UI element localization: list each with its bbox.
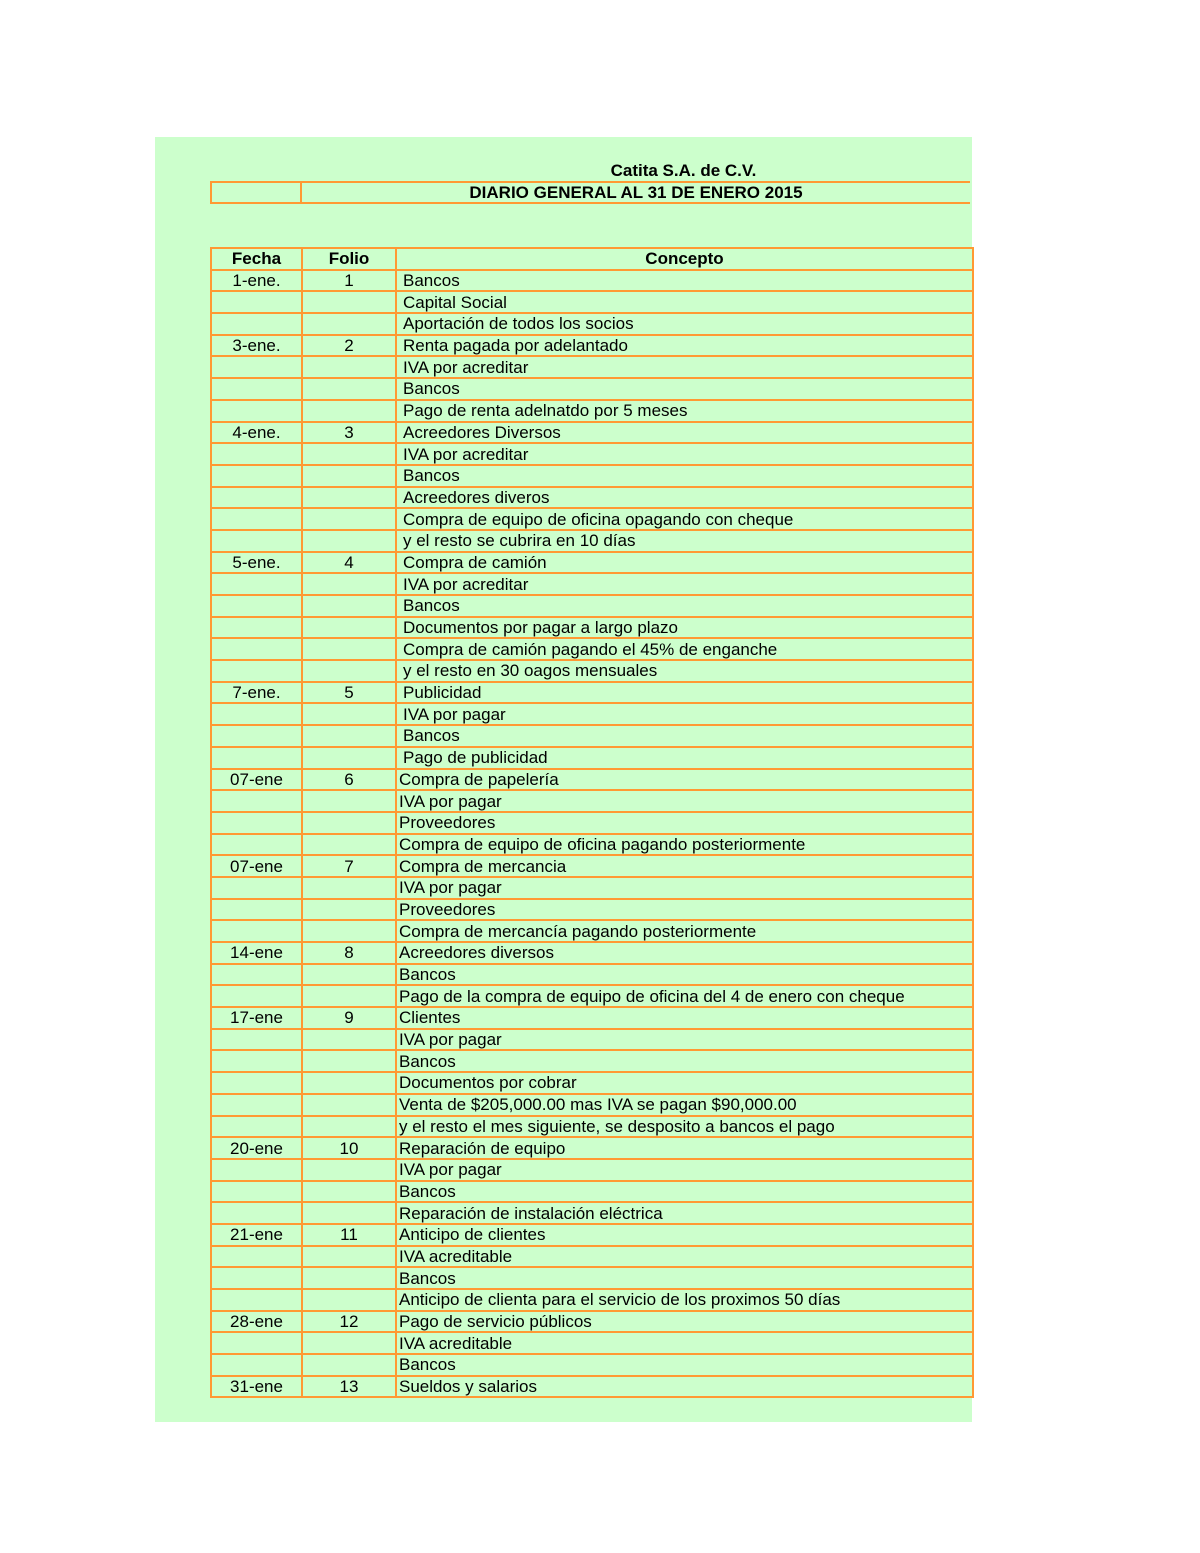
cell-fecha[interactable]: 17-ene bbox=[211, 1007, 302, 1029]
table-row bbox=[211, 378, 973, 400]
cell-concepto[interactable]: Acreedores Diversos bbox=[396, 422, 973, 444]
cell-concepto[interactable]: Bancos bbox=[396, 270, 973, 292]
cell-fecha[interactable] bbox=[211, 530, 302, 552]
cell-concepto[interactable]: Bancos bbox=[396, 1267, 973, 1289]
cell-folio[interactable]: 13 bbox=[302, 1376, 396, 1398]
cell-concepto[interactable]: Compra de equipo de oficina pagando posteriormente bbox=[396, 834, 973, 856]
cell-folio[interactable]: 5 bbox=[302, 682, 396, 704]
cell-concepto[interactable]: Anticipo de clientes bbox=[396, 1224, 973, 1246]
cell-folio[interactable] bbox=[302, 1029, 396, 1051]
title-blank-cell bbox=[211, 182, 301, 203]
table-row bbox=[211, 1181, 973, 1203]
cell-fecha[interactable] bbox=[211, 378, 302, 400]
table-row bbox=[211, 1029, 973, 1051]
table-row bbox=[211, 443, 973, 465]
cell-folio[interactable] bbox=[302, 725, 396, 747]
cell-concepto[interactable]: Acreedores diveros bbox=[396, 487, 973, 509]
cell-folio[interactable] bbox=[302, 378, 396, 400]
document-title: DIARIO GENERAL AL 31 DE ENERO 2015 bbox=[301, 182, 970, 203]
cell-fecha[interactable]: 1-ene. bbox=[211, 270, 302, 292]
cell-folio[interactable]: 1 bbox=[302, 270, 396, 292]
table-row bbox=[211, 638, 973, 660]
cell-concepto[interactable]: Pago de publicidad bbox=[396, 747, 973, 769]
cell-fecha[interactable] bbox=[211, 1050, 302, 1072]
cell-folio[interactable] bbox=[302, 595, 396, 617]
cell-concepto[interactable]: Pago de servicio públicos bbox=[396, 1311, 973, 1333]
table-row bbox=[211, 291, 973, 313]
cell-fecha[interactable] bbox=[211, 400, 302, 422]
cell-folio[interactable] bbox=[302, 920, 396, 942]
cell-folio[interactable]: 12 bbox=[302, 1311, 396, 1333]
cell-folio[interactable] bbox=[302, 1246, 396, 1268]
cell-fecha[interactable] bbox=[211, 1246, 302, 1268]
table-row bbox=[211, 487, 973, 509]
cell-concepto[interactable]: Pago de la compra de equipo de oficina del 4 de enero con cheque bbox=[396, 985, 973, 1007]
cell-folio[interactable] bbox=[302, 747, 396, 769]
table-row bbox=[211, 899, 973, 921]
cell-concepto[interactable]: Proveedores bbox=[396, 812, 973, 834]
table-row bbox=[211, 1116, 973, 1138]
cell-fecha[interactable] bbox=[211, 1029, 302, 1051]
cell-concepto[interactable]: Proveedores bbox=[396, 899, 973, 921]
cell-fecha[interactable] bbox=[211, 487, 302, 509]
cell-concepto[interactable]: Reparación de equipo bbox=[396, 1137, 973, 1159]
table-row bbox=[211, 1376, 973, 1398]
cell-fecha[interactable]: 21-ene bbox=[211, 1224, 302, 1246]
cell-fecha[interactable] bbox=[211, 1159, 302, 1181]
table-row bbox=[211, 552, 973, 574]
cell-fecha[interactable]: 31-ene bbox=[211, 1376, 302, 1398]
table-row bbox=[211, 508, 973, 530]
cell-concepto[interactable]: Bancos bbox=[396, 465, 973, 487]
cell-folio[interactable]: 8 bbox=[302, 942, 396, 964]
cell-folio[interactable]: 10 bbox=[302, 1137, 396, 1159]
cell-fecha[interactable] bbox=[211, 1354, 302, 1376]
cell-concepto[interactable]: Reparación de instalación eléctrica bbox=[396, 1202, 973, 1224]
table-row bbox=[211, 1137, 973, 1159]
cell-concepto[interactable]: IVA por pagar bbox=[396, 703, 973, 725]
cell-concepto[interactable]: IVA por pagar bbox=[396, 1159, 973, 1181]
cell-concepto[interactable]: IVA por pagar bbox=[396, 790, 973, 812]
table-row bbox=[211, 573, 973, 595]
cell-concepto[interactable]: IVA por acreditar bbox=[396, 573, 973, 595]
cell-concepto[interactable]: IVA por acreditar bbox=[396, 356, 973, 378]
cell-fecha[interactable] bbox=[211, 313, 302, 335]
cell-fecha[interactable] bbox=[211, 747, 302, 769]
cell-folio[interactable] bbox=[302, 1094, 396, 1116]
cell-concepto[interactable]: Aportación de todos los socios bbox=[396, 313, 973, 335]
table-row bbox=[211, 682, 973, 704]
cell-fecha[interactable]: 4-ene. bbox=[211, 422, 302, 444]
table-row bbox=[211, 1072, 973, 1094]
table-row bbox=[211, 769, 973, 791]
cell-folio[interactable]: 7 bbox=[302, 855, 396, 877]
cell-fecha[interactable] bbox=[211, 573, 302, 595]
table-row bbox=[211, 877, 973, 899]
cell-fecha[interactable] bbox=[211, 443, 302, 465]
cell-fecha[interactable]: 07-ene bbox=[211, 769, 302, 791]
cell-folio[interactable] bbox=[302, 834, 396, 856]
table-row bbox=[211, 660, 973, 682]
cell-folio[interactable] bbox=[302, 291, 396, 313]
cell-concepto[interactable]: IVA por pagar bbox=[396, 877, 973, 899]
cell-fecha[interactable] bbox=[211, 638, 302, 660]
table-row bbox=[211, 1289, 973, 1311]
cell-fecha[interactable]: 07-ene bbox=[211, 855, 302, 877]
cell-fecha[interactable] bbox=[211, 1332, 302, 1354]
cell-concepto[interactable]: Anticipo de clienta para el servicio de los proximos 50 días bbox=[396, 1289, 973, 1311]
cell-folio[interactable]: 3 bbox=[302, 422, 396, 444]
cell-folio[interactable] bbox=[302, 877, 396, 899]
table-row bbox=[211, 812, 973, 834]
cell-fecha[interactable] bbox=[211, 1181, 302, 1203]
cell-folio[interactable] bbox=[302, 1202, 396, 1224]
table-row bbox=[211, 465, 973, 487]
cell-concepto[interactable]: Capital Social bbox=[396, 291, 973, 313]
table-row bbox=[211, 725, 973, 747]
cell-fecha[interactable] bbox=[211, 725, 302, 747]
cell-fecha[interactable] bbox=[211, 920, 302, 942]
table-row bbox=[211, 617, 973, 639]
cell-concepto[interactable]: Compra de equipo de oficina opagando con cheque bbox=[396, 508, 973, 530]
cell-folio[interactable]: 2 bbox=[302, 335, 396, 357]
cell-folio[interactable] bbox=[302, 465, 396, 487]
cell-folio[interactable] bbox=[302, 573, 396, 595]
cell-folio[interactable] bbox=[302, 638, 396, 660]
cell-concepto[interactable]: Publicidad bbox=[396, 682, 973, 704]
cell-fecha[interactable] bbox=[211, 899, 302, 921]
cell-fecha[interactable]: 7-ene. bbox=[211, 682, 302, 704]
table-row bbox=[211, 1354, 973, 1376]
cell-folio[interactable] bbox=[302, 508, 396, 530]
cell-concepto[interactable]: IVA por acreditar bbox=[396, 443, 973, 465]
cell-fecha[interactable] bbox=[211, 617, 302, 639]
cell-concepto[interactable]: Documentos por pagar a largo plazo bbox=[396, 617, 973, 639]
table-row bbox=[211, 595, 973, 617]
table-row bbox=[211, 1007, 973, 1029]
table-row bbox=[211, 530, 973, 552]
cell-fecha[interactable] bbox=[211, 508, 302, 530]
table-row bbox=[211, 1094, 973, 1116]
cell-concepto[interactable]: Renta pagada por adelantado bbox=[396, 335, 973, 357]
cell-folio[interactable]: 4 bbox=[302, 552, 396, 574]
cell-fecha[interactable] bbox=[211, 703, 302, 725]
cell-concepto[interactable]: Compra de camión pagando el 45% de enganche bbox=[396, 638, 973, 660]
cell-folio[interactable] bbox=[302, 964, 396, 986]
cell-concepto[interactable]: IVA acreditable bbox=[396, 1332, 973, 1354]
cell-folio[interactable] bbox=[302, 985, 396, 1007]
cell-fecha[interactable] bbox=[211, 660, 302, 682]
cell-fecha[interactable] bbox=[211, 595, 302, 617]
table-row bbox=[211, 400, 973, 422]
cell-concepto[interactable]: Bancos bbox=[396, 595, 973, 617]
table-row bbox=[211, 1311, 973, 1333]
cell-fecha[interactable] bbox=[211, 291, 302, 313]
column-header-folio: Folio bbox=[302, 248, 396, 270]
cell-fecha[interactable] bbox=[211, 1116, 302, 1138]
cell-folio[interactable] bbox=[302, 400, 396, 422]
cell-concepto[interactable]: Documentos por cobrar bbox=[396, 1072, 973, 1094]
cell-folio[interactable] bbox=[302, 530, 396, 552]
cell-folio[interactable] bbox=[302, 1332, 396, 1354]
table-row bbox=[211, 270, 973, 292]
cell-concepto[interactable]: Compra de mercancia bbox=[396, 855, 973, 877]
cell-concepto[interactable]: Compra de mercancía pagando posteriormente bbox=[396, 920, 973, 942]
table-row bbox=[211, 1202, 973, 1224]
cell-folio[interactable] bbox=[302, 487, 396, 509]
cell-concepto[interactable]: Pago de renta adelnatdo por 5 meses bbox=[396, 400, 973, 422]
cell-concepto[interactable]: IVA acreditable bbox=[396, 1246, 973, 1268]
table-row bbox=[211, 422, 973, 444]
journal-header-row bbox=[211, 248, 973, 270]
cell-folio[interactable] bbox=[302, 812, 396, 834]
column-header-concepto: Concepto bbox=[396, 248, 973, 270]
cell-concepto[interactable]: Bancos bbox=[396, 964, 973, 986]
cell-folio[interactable]: 6 bbox=[302, 769, 396, 791]
table-row bbox=[211, 747, 973, 769]
cell-folio[interactable]: 11 bbox=[302, 1224, 396, 1246]
cell-concepto[interactable]: Compra de camión bbox=[396, 552, 973, 574]
cell-folio[interactable] bbox=[302, 660, 396, 682]
cell-fecha[interactable] bbox=[211, 1267, 302, 1289]
cell-fecha[interactable]: 20-ene bbox=[211, 1137, 302, 1159]
cell-folio[interactable] bbox=[302, 899, 396, 921]
cell-folio[interactable] bbox=[302, 356, 396, 378]
cell-folio[interactable] bbox=[302, 1159, 396, 1181]
journal-table bbox=[210, 247, 974, 1398]
cell-fecha[interactable]: 14-ene bbox=[211, 942, 302, 964]
table-row bbox=[211, 920, 973, 942]
cell-folio[interactable] bbox=[302, 617, 396, 639]
table-row bbox=[211, 335, 973, 357]
cell-fecha[interactable] bbox=[211, 1072, 302, 1094]
cell-fecha[interactable] bbox=[211, 465, 302, 487]
cell-folio[interactable] bbox=[302, 790, 396, 812]
cell-concepto[interactable]: IVA por pagar bbox=[396, 1029, 973, 1051]
cell-folio[interactable] bbox=[302, 1181, 396, 1203]
column-header-fecha: Fecha bbox=[211, 248, 302, 270]
cell-fecha[interactable]: 5-ene. bbox=[211, 552, 302, 574]
cell-folio[interactable] bbox=[302, 1050, 396, 1072]
cell-concepto[interactable]: Bancos bbox=[396, 1354, 973, 1376]
cell-concepto[interactable]: Bancos bbox=[396, 1050, 973, 1072]
table-row bbox=[211, 985, 973, 1007]
cell-fecha[interactable] bbox=[211, 985, 302, 1007]
table-row bbox=[211, 790, 973, 812]
cell-fecha[interactable]: 28-ene bbox=[211, 1311, 302, 1333]
table-row bbox=[211, 1332, 973, 1354]
cell-fecha[interactable] bbox=[211, 1202, 302, 1224]
table-row bbox=[211, 1246, 973, 1268]
cell-folio[interactable] bbox=[302, 443, 396, 465]
cell-fecha[interactable] bbox=[211, 964, 302, 986]
table-row bbox=[211, 1159, 973, 1181]
table-row bbox=[211, 313, 973, 335]
table-row bbox=[211, 964, 973, 986]
journal-body bbox=[211, 270, 973, 1398]
cell-concepto[interactable]: Acreedores diversos bbox=[396, 942, 973, 964]
cell-folio[interactable] bbox=[302, 1354, 396, 1376]
table-row bbox=[211, 703, 973, 725]
cell-folio[interactable]: 9 bbox=[302, 1007, 396, 1029]
cell-concepto[interactable]: Bancos bbox=[396, 1181, 973, 1203]
cell-folio[interactable] bbox=[302, 313, 396, 335]
cell-fecha[interactable] bbox=[211, 790, 302, 812]
table-row bbox=[211, 1224, 973, 1246]
cell-folio[interactable] bbox=[302, 703, 396, 725]
table-row bbox=[211, 855, 973, 877]
cell-fecha[interactable] bbox=[211, 356, 302, 378]
cell-fecha[interactable] bbox=[211, 1094, 302, 1116]
cell-concepto[interactable]: Bancos bbox=[396, 378, 973, 400]
cell-fecha[interactable] bbox=[211, 877, 302, 899]
cell-folio[interactable] bbox=[302, 1289, 396, 1311]
title-row bbox=[210, 181, 970, 204]
cell-fecha[interactable] bbox=[211, 1289, 302, 1311]
cell-concepto[interactable]: y el resto en 30 oagos mensuales bbox=[396, 660, 973, 682]
cell-fecha[interactable]: 3-ene. bbox=[211, 335, 302, 357]
cell-concepto[interactable]: Bancos bbox=[396, 725, 973, 747]
table-row bbox=[211, 1050, 973, 1072]
table-row bbox=[211, 356, 973, 378]
cell-folio[interactable] bbox=[302, 1116, 396, 1138]
company-name: Catita S.A. de C.V. bbox=[610, 161, 757, 180]
cell-concepto[interactable]: y el resto se cubrira en 10 días bbox=[396, 530, 973, 552]
table-row bbox=[211, 1267, 973, 1289]
cell-concepto[interactable]: Clientes bbox=[396, 1007, 973, 1029]
cell-folio[interactable] bbox=[302, 1072, 396, 1094]
cell-concepto[interactable]: y el resto el mes siguiente, se desposito a bancos el pago bbox=[396, 1116, 973, 1138]
cell-concepto[interactable]: Sueldos y salarios bbox=[396, 1376, 973, 1398]
cell-concepto[interactable]: Compra de papelería bbox=[396, 769, 973, 791]
table-row bbox=[211, 942, 973, 964]
cell-concepto[interactable]: Venta de $205,000.00 mas IVA se pagan $90,000.00 bbox=[396, 1094, 973, 1116]
cell-fecha[interactable] bbox=[211, 834, 302, 856]
cell-folio[interactable] bbox=[302, 1267, 396, 1289]
table-row bbox=[211, 834, 973, 856]
cell-fecha[interactable] bbox=[211, 812, 302, 834]
